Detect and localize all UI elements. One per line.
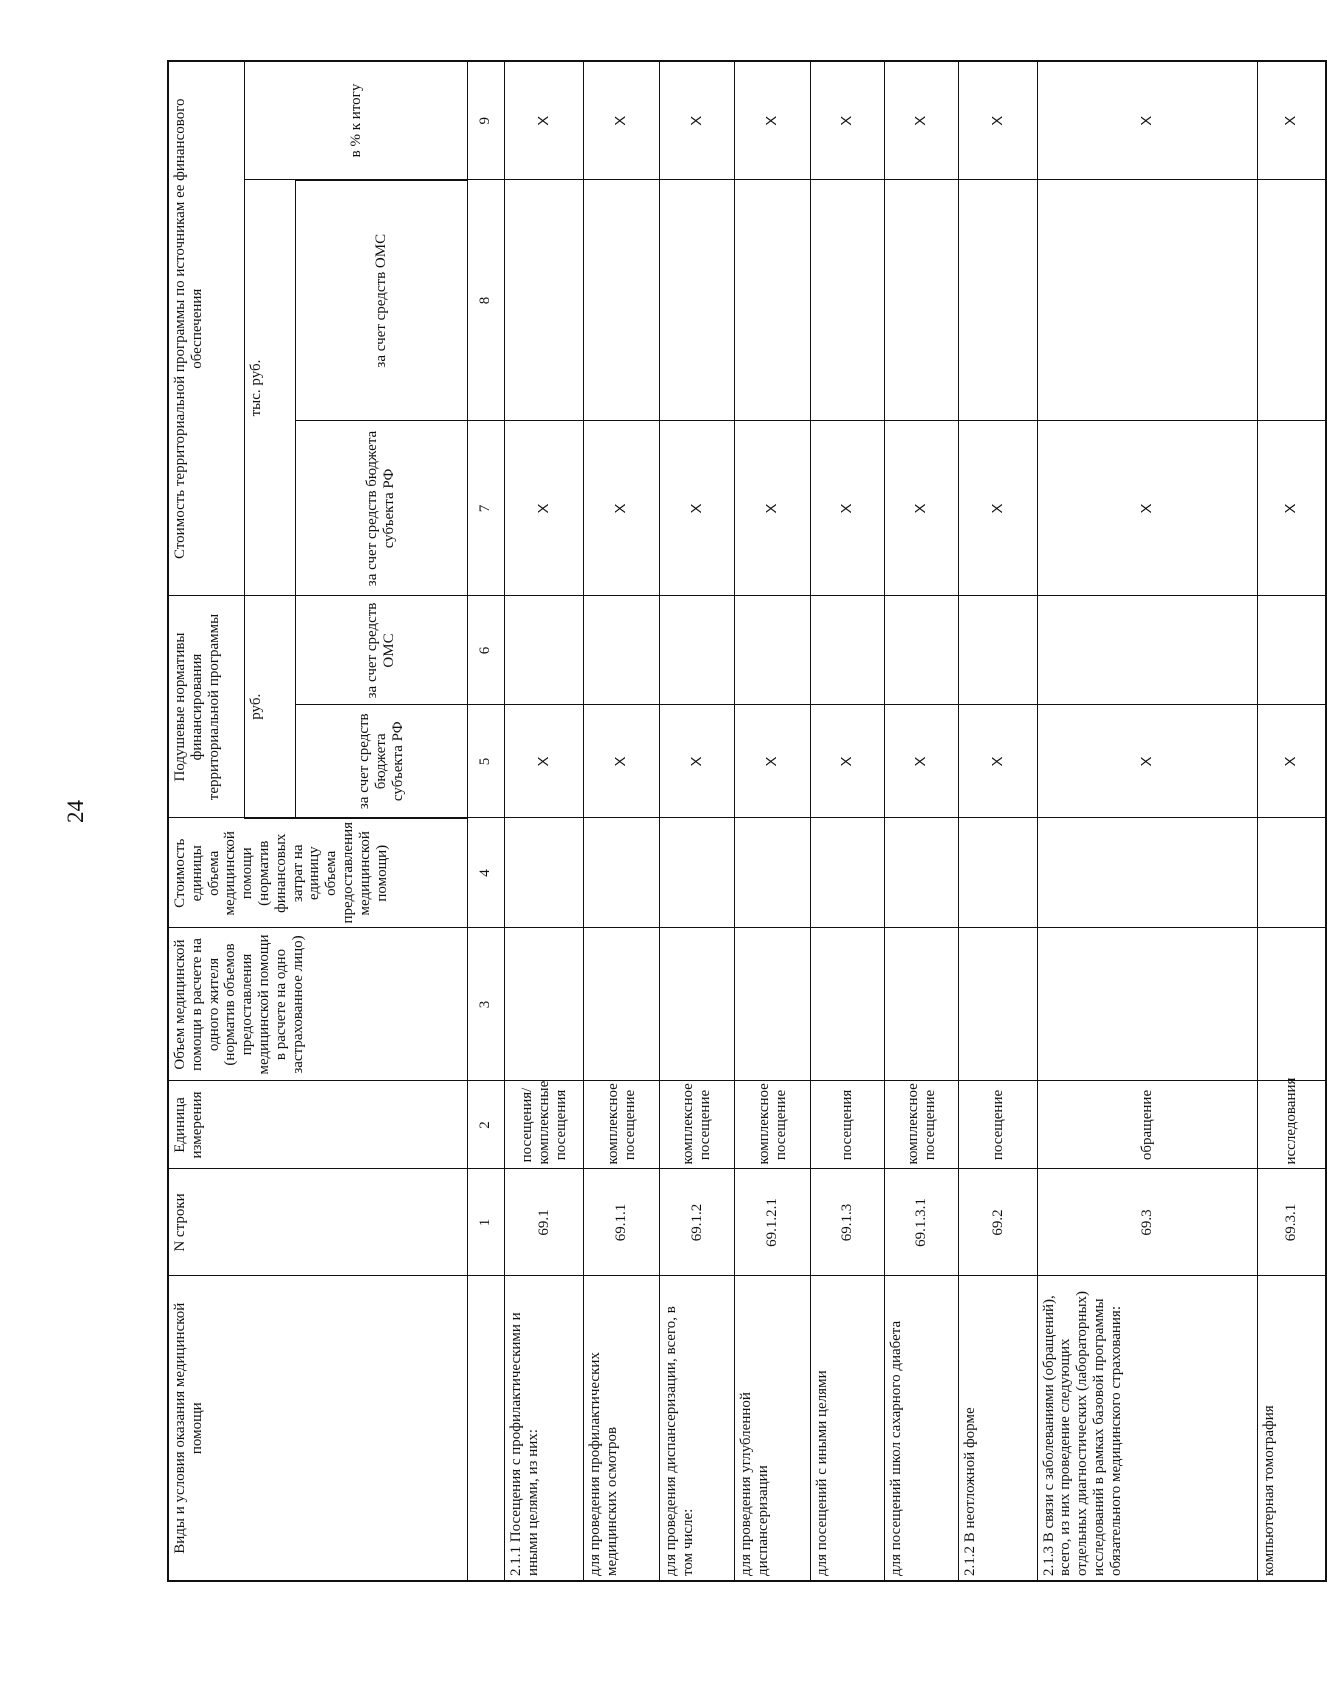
row-unit-cost xyxy=(735,818,811,928)
column-number: 9 xyxy=(467,61,504,180)
row-cost-percent: X xyxy=(735,61,811,180)
row-cost-oms xyxy=(1037,180,1257,421)
header-cost-oms: за счет средств ОМС xyxy=(295,180,467,421)
row-cost-oms xyxy=(1257,180,1326,421)
column-number: 7 xyxy=(467,421,504,596)
table-row xyxy=(1037,61,1257,1581)
row-unit-cost xyxy=(1257,818,1326,928)
column-number: 5 xyxy=(467,705,504,818)
row-number: 69.1.2 xyxy=(659,1169,735,1276)
table-row xyxy=(735,61,811,1581)
row-percap-budget: X xyxy=(584,705,660,818)
row-number: 69.3 xyxy=(1037,1169,1257,1276)
row-label: компьютерная томография xyxy=(1257,1276,1326,1581)
column-number: 2 xyxy=(467,1081,504,1169)
table-row xyxy=(584,61,660,1581)
header-thous-rub: тыс. руб. xyxy=(245,180,295,596)
table-row xyxy=(1257,61,1326,1581)
row-cost-budget: X xyxy=(810,421,884,596)
rotated-table-frame xyxy=(167,62,1327,1582)
row-cost-percent: X xyxy=(504,61,584,180)
row-cost-budget: X xyxy=(584,421,660,596)
row-percap-oms xyxy=(959,596,1037,705)
row-cost-oms xyxy=(959,180,1037,421)
row-cost-percent: X xyxy=(584,61,660,180)
row-percap-oms xyxy=(1257,596,1326,705)
row-number: 69.1.1 xyxy=(584,1169,660,1276)
header-unit-cost: Стоимость единицы объема медицинской помощи (норматив финансовых затрат на единицу объема предоставления медицинской помощи) xyxy=(168,818,467,928)
row-unit: посещения/комплексные посещения xyxy=(504,1081,584,1169)
row-percap-budget: X xyxy=(1037,705,1257,818)
table-row xyxy=(810,61,884,1581)
row-percap-oms xyxy=(659,596,735,705)
row-cost-oms xyxy=(584,180,660,421)
column-number: 8 xyxy=(467,180,504,421)
row-volume xyxy=(810,928,884,1081)
row-cost-percent: X xyxy=(659,61,735,180)
page-number: 24 xyxy=(63,800,88,823)
row-unit: комплексное посещение xyxy=(885,1081,959,1169)
row-unit-cost xyxy=(504,818,584,928)
row-percap-budget: X xyxy=(735,705,811,818)
row-cost-oms xyxy=(659,180,735,421)
row-unit-cost xyxy=(1037,818,1257,928)
row-label: для проведения углубленной диспансеризации xyxy=(735,1276,811,1581)
row-unit: комплексное посещение xyxy=(735,1081,811,1169)
row-cost-budget: X xyxy=(735,421,811,596)
row-label: 2.1.1 Посещения с профилактическими и иными целями, из них: xyxy=(504,1276,584,1581)
row-number: 69.1.3.1 xyxy=(885,1169,959,1276)
row-cost-percent: X xyxy=(1257,61,1326,180)
row-unit: посещение xyxy=(959,1081,1037,1169)
table-row xyxy=(504,61,584,1581)
row-percap-oms xyxy=(584,596,660,705)
row-label: для проведения профилактических медицинских осмотров xyxy=(584,1276,660,1581)
row-volume xyxy=(659,928,735,1081)
row-percap-budget: X xyxy=(1257,705,1326,818)
row-percap-oms xyxy=(735,596,811,705)
table-row xyxy=(885,61,959,1581)
header-cost-percent: в % к итогу xyxy=(245,61,468,180)
column-number-row xyxy=(467,61,504,1581)
row-volume xyxy=(1037,928,1257,1081)
row-percap-budget: X xyxy=(504,705,584,818)
row-volume xyxy=(504,928,584,1081)
row-number: 69.1.2.1 xyxy=(735,1169,811,1276)
row-volume xyxy=(584,928,660,1081)
row-percap-budget: X xyxy=(959,705,1037,818)
row-volume xyxy=(885,928,959,1081)
header-per-capita: Подушевые нормативы финансирования территориальной программы xyxy=(168,596,245,818)
row-cost-budget: X xyxy=(659,421,735,596)
row-cost-budget: X xyxy=(885,421,959,596)
header-percap-oms: за счет средств ОМС xyxy=(295,596,467,705)
row-unit-cost xyxy=(584,818,660,928)
row-label: 2.1.3 В связи с заболеваниями (обращений), всего, из них проведение следующих отдельных диагностических (лабораторных) исследований в рамках базовой программы обязательного медицинского страхования: xyxy=(1037,1276,1257,1581)
row-cost-percent: X xyxy=(810,61,884,180)
header-row-1 xyxy=(168,61,245,1581)
row-unit-cost xyxy=(659,818,735,928)
column-number: 6 xyxy=(467,596,504,705)
row-unit: обращение xyxy=(1037,1081,1257,1169)
row-number: 69.1 xyxy=(504,1169,584,1276)
row-percap-oms xyxy=(1037,596,1257,705)
column-number: 4 xyxy=(467,818,504,928)
row-unit-cost xyxy=(959,818,1037,928)
row-unit-cost xyxy=(885,818,959,928)
table-row xyxy=(959,61,1037,1581)
row-cost-oms xyxy=(735,180,811,421)
row-number: 69.1.3 xyxy=(810,1169,884,1276)
row-cost-oms xyxy=(885,180,959,421)
header-unit: Единица измерения xyxy=(168,1081,467,1169)
row-cost-budget: X xyxy=(1037,421,1257,596)
row-volume xyxy=(735,928,811,1081)
table-row xyxy=(659,61,735,1581)
row-unit: исследования xyxy=(1257,1081,1326,1169)
row-cost-budget: X xyxy=(504,421,584,596)
column-number: 3 xyxy=(467,928,504,1081)
row-unit: комплексное посещение xyxy=(659,1081,735,1169)
row-volume xyxy=(959,928,1037,1081)
row-cost-percent: X xyxy=(959,61,1037,180)
row-number: 69.2 xyxy=(959,1169,1037,1276)
header-program-cost: Стоимость территориальной программы по источникам ее финансового обеспечения xyxy=(168,61,245,596)
row-percap-budget: X xyxy=(659,705,735,818)
column-number-blank xyxy=(467,1276,504,1581)
header-volume: Объем медицинской помощи в расчете на одного жителя (норматив объемов предоставления медицинской помощи в расчете на одно застрахованное лицо) xyxy=(168,928,467,1081)
header-types: Виды и условия оказания медицинской помощи xyxy=(168,1276,467,1581)
row-percap-oms xyxy=(810,596,884,705)
row-unit: посещения xyxy=(810,1081,884,1169)
row-number: 69.3.1 xyxy=(1257,1169,1326,1276)
header-cost-budget: за счет средств бюджета субъекта РФ xyxy=(295,421,467,596)
row-cost-oms xyxy=(810,180,884,421)
row-label: для посещений школ сахарного диабета xyxy=(885,1276,959,1581)
row-cost-oms xyxy=(504,180,584,421)
row-percap-budget: X xyxy=(885,705,959,818)
row-label: 2.1.2 В неотложной форме xyxy=(959,1276,1037,1581)
row-unit-cost xyxy=(810,818,884,928)
row-volume xyxy=(1257,928,1326,1081)
row-percap-oms xyxy=(504,596,584,705)
row-cost-percent: X xyxy=(885,61,959,180)
row-percap-budget: X xyxy=(810,705,884,818)
column-number: 1 xyxy=(467,1169,504,1276)
row-cost-percent: X xyxy=(1037,61,1257,180)
row-percap-oms xyxy=(885,596,959,705)
header-percap-budget: за счет средств бюджета субъекта РФ xyxy=(295,705,467,818)
row-cost-budget: X xyxy=(1257,421,1326,596)
row-label: для посещений с иными целями xyxy=(810,1276,884,1581)
header-rub: руб. xyxy=(245,596,295,818)
row-unit: комплексное посещение xyxy=(584,1081,660,1169)
cost-table xyxy=(167,60,1327,1582)
row-cost-budget: X xyxy=(959,421,1037,596)
header-row-number: N строки xyxy=(168,1169,467,1276)
row-label: для проведения диспансеризации, всего, в том числе: xyxy=(659,1276,735,1581)
